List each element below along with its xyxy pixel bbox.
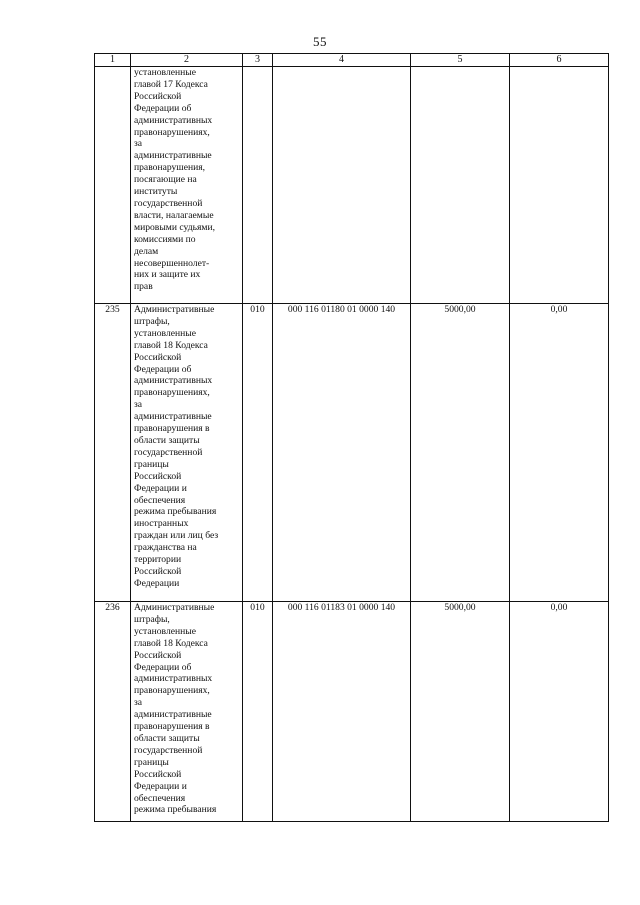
row-admin-code <box>243 67 273 304</box>
row-name-line: иностранных <box>134 518 189 530</box>
row-name-line: режима пребывания <box>134 804 217 816</box>
row-name-line: за <box>134 399 143 411</box>
header-col-5: 5 <box>411 54 510 67</box>
row-name-line: них и защите их <box>134 269 201 281</box>
row-name <box>131 304 243 602</box>
row-name-line: Российской <box>134 768 182 780</box>
row-name-line: Административные <box>134 602 215 613</box>
row-name-line: границы <box>134 756 169 768</box>
row-name <box>131 602 243 822</box>
row-name-line: установленные <box>134 67 196 78</box>
row-name-line: несовершеннолет- <box>134 257 210 269</box>
row-admin-code: 010 <box>243 304 273 602</box>
row-name-line: Федерации и <box>134 780 187 792</box>
row-name-line: административных <box>134 673 213 685</box>
row-name-line: границы <box>134 458 169 470</box>
row-name-line: Российской <box>134 351 182 363</box>
row-name-line: Федерации об <box>134 102 192 114</box>
row-name-line: Федерации об <box>134 661 192 673</box>
row-name-line: административные <box>134 709 212 721</box>
header-col-6: 6 <box>510 54 609 67</box>
row-name-line: комиссиями по <box>134 233 196 245</box>
row-name-line: государственной <box>134 197 203 209</box>
row-name-line: административные <box>134 150 212 162</box>
header-col-2: 2 <box>131 54 243 67</box>
row-amount: 5000,00 <box>411 304 510 602</box>
row-name-line: делам <box>134 245 159 257</box>
row-amount <box>411 67 510 304</box>
row-name-line: Российской <box>134 565 182 577</box>
row-name-line: обеспечения <box>134 792 186 804</box>
row-number <box>95 67 131 304</box>
table-header-row <box>95 54 609 67</box>
row-name-line: главой 18 Кодекса <box>134 339 208 351</box>
budget-table <box>94 53 609 822</box>
row-name-line: штрафы, <box>134 613 170 625</box>
row-name-line: институты <box>134 186 178 198</box>
row-executed: 0,00 <box>510 602 609 822</box>
row-name-line: правонарушениях, <box>134 126 210 138</box>
row-name-line: власти, налагаемые <box>134 209 214 221</box>
row-name-line: гражданства на <box>134 542 197 554</box>
row-name <box>131 67 243 304</box>
row-name-line: правонарушения в <box>134 423 210 435</box>
row-name-line: установленные <box>134 327 196 339</box>
row-name-line: правонарушениях, <box>134 387 210 399</box>
header-col-1: 1 <box>95 54 131 67</box>
row-executed: 0,00 <box>510 304 609 602</box>
table-row <box>95 304 609 602</box>
row-name-line: Административные <box>134 304 215 315</box>
row-name-line: территории <box>134 554 182 566</box>
header-col-4: 4 <box>273 54 411 67</box>
table-row-continuation <box>95 67 609 304</box>
row-name-line: режима пребывания <box>134 506 217 518</box>
row-name-line: Российской <box>134 649 182 661</box>
row-name-line: за <box>134 138 143 150</box>
row-name-line: области защиты <box>134 732 200 744</box>
row-budget-code <box>273 67 411 304</box>
row-budget-code: 000 116 01180 01 0000 140 <box>273 304 411 602</box>
row-amount: 5000,00 <box>411 602 510 822</box>
row-name-line: государственной <box>134 446 203 458</box>
row-name-line: Федерации и <box>134 482 187 494</box>
row-name-line: прав <box>134 281 153 293</box>
row-name-line: штрафы, <box>134 315 170 327</box>
row-name-line: области защиты <box>134 434 200 446</box>
row-name-line: обеспечения <box>134 494 186 506</box>
row-number: 236 <box>95 602 131 822</box>
row-name-line: правонарушениях, <box>134 685 210 697</box>
row-budget-code: 000 116 01183 01 0000 140 <box>273 602 411 822</box>
row-name-line: посягающие на <box>134 174 197 186</box>
row-name-line: Российской <box>134 470 182 482</box>
row-name-line: Российской <box>134 90 182 102</box>
row-name-line: административные <box>134 411 212 423</box>
table-row <box>95 602 609 822</box>
row-name-line: главой 18 Кодекса <box>134 637 208 649</box>
row-name-line: Федерации <box>134 577 180 589</box>
row-admin-code: 010 <box>243 602 273 822</box>
row-name-line: установленные <box>134 625 196 637</box>
row-executed <box>510 67 609 304</box>
row-name-line: Федерации об <box>134 363 192 375</box>
row-name-line: граждан или лиц без <box>134 530 219 542</box>
row-name-line: за <box>134 697 143 709</box>
row-number: 235 <box>95 304 131 602</box>
row-name-line: правонарушения в <box>134 721 210 733</box>
row-name-line: мировыми судьями, <box>134 221 215 233</box>
row-name-line: административных <box>134 114 213 126</box>
row-name-line: главой 17 Кодекса <box>134 78 208 90</box>
header-col-3: 3 <box>243 54 273 67</box>
row-name-line: государственной <box>134 744 203 756</box>
row-name-line: административных <box>134 375 213 387</box>
row-name-line: правонарушения, <box>134 162 206 174</box>
page-number: 55 <box>313 34 327 49</box>
